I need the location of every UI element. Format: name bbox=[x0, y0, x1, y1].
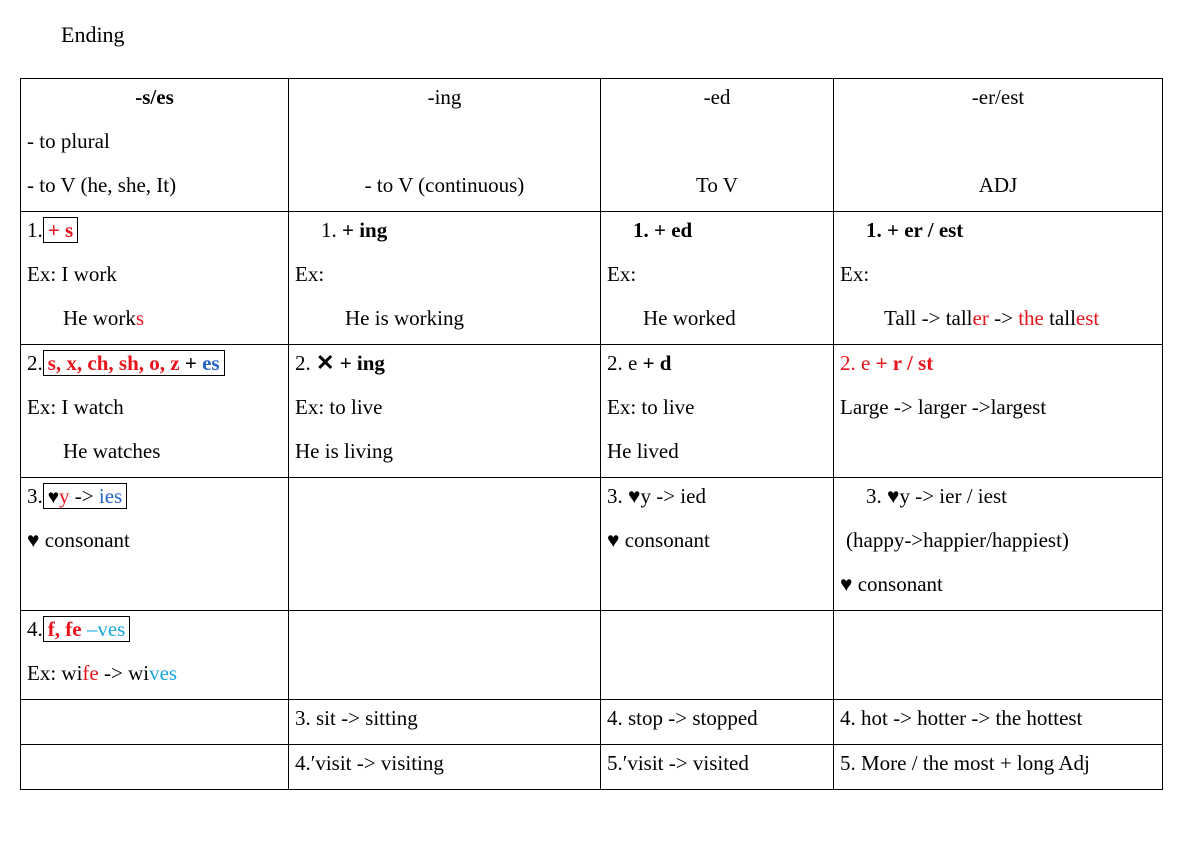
ed-rule-3: 3. ♥y -> ied ♥ consonant bbox=[601, 478, 834, 611]
ing-rule-4-empty bbox=[289, 611, 601, 700]
header-s-es-line1: - to plural bbox=[27, 129, 110, 153]
cross-icon: ✕ bbox=[316, 350, 335, 375]
header-s-es-line2: - to V (he, she, It) bbox=[27, 173, 177, 197]
ing-rule-6: 4.ʹvisit -> visiting bbox=[289, 745, 601, 790]
header-s-es-title: -s/es bbox=[135, 85, 174, 109]
ed-rule-2: 2. e + d Ex: to live He lived bbox=[601, 345, 834, 478]
rule-row-2 bbox=[21, 345, 1163, 478]
s-es-rule-4: 4. f, fe –ves Ex: wife -> wives bbox=[21, 611, 289, 700]
ed-rule-4-empty bbox=[601, 611, 834, 700]
rule-row-3 bbox=[21, 478, 1163, 611]
endings-table bbox=[20, 78, 1163, 790]
rule-row-6 bbox=[21, 745, 1163, 790]
rule-row-4 bbox=[21, 611, 1163, 700]
page-title: Ending bbox=[61, 22, 125, 47]
ed-rule-6: 5.ʹvisit -> visited bbox=[601, 745, 834, 790]
ing-rule-3-empty bbox=[289, 478, 601, 611]
header-er-est-line2: ADJ bbox=[978, 173, 1018, 197]
s-es-rule-5-empty bbox=[21, 700, 289, 745]
ing-rule-5: 3. sit -> sitting bbox=[289, 700, 601, 745]
ing-rule-1: 1. + ing Ex: He is working bbox=[289, 212, 601, 345]
s-es-rule-1: 1. + s Ex: I work He works bbox=[21, 212, 289, 345]
er-est-rule-4-empty bbox=[834, 611, 1163, 700]
header-ed-title: -ed bbox=[703, 85, 731, 109]
header-ing-title: -ing bbox=[427, 85, 462, 109]
er-est-rule-2: 2. e + r / st Large -> larger ->largest bbox=[834, 345, 1163, 478]
s-es-rule-2: 2. s, x, ch, sh, o, z + es Ex: I watch He watches bbox=[21, 345, 289, 478]
s-es-rule-3: 3. ♥y -> ies ♥ consonant bbox=[21, 478, 289, 611]
s-es-rule-6-empty bbox=[21, 745, 289, 790]
header-s-es bbox=[21, 79, 289, 212]
heart-icon: ♥ bbox=[47, 487, 60, 508]
ed-rule-5: 4. stop -> stopped bbox=[601, 700, 834, 745]
ing-rule-2: 2. ✕ + ing Ex: to live He is living bbox=[289, 345, 601, 478]
er-est-rule-3: 3. ♥y -> ier / iest (happy->happier/happiest) ♥ consonant bbox=[834, 478, 1163, 611]
header-er-est-title: -er/est bbox=[971, 85, 1025, 109]
header-er-est bbox=[834, 79, 1163, 212]
header-ing-line2: - to V (continuous) bbox=[364, 173, 525, 197]
er-est-rule-1: 1. + er / est Ex: Tall -> taller -> the tallest bbox=[834, 212, 1163, 345]
rule-box: + s bbox=[43, 217, 78, 243]
header-row bbox=[21, 79, 1163, 212]
er-est-rule-6: 5. More / the most + long Adj bbox=[834, 745, 1163, 790]
rule-row-5 bbox=[21, 700, 1163, 745]
er-est-rule-5: 4. hot -> hotter -> the hottest bbox=[834, 700, 1163, 745]
rule-row-1 bbox=[21, 212, 1163, 345]
header-ed-line2: To V bbox=[696, 173, 738, 197]
header-ed bbox=[601, 79, 834, 212]
ed-rule-1: 1. + ed Ex: He worked bbox=[601, 212, 834, 345]
header-ing bbox=[289, 79, 601, 212]
